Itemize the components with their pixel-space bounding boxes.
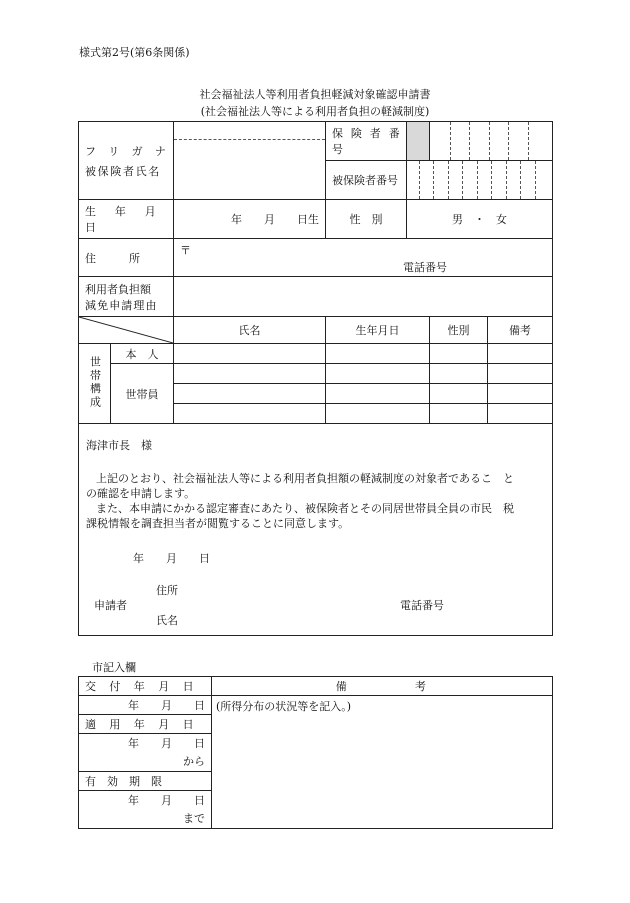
until-label: まで <box>183 811 205 825</box>
address-field[interactable] <box>174 239 553 277</box>
member1-sex-field[interactable] <box>430 364 488 384</box>
name-input-cell[interactable] <box>174 122 326 200</box>
declaration-para2-line2: 課税情報を調査担当者が閲覧することに同意します。 <box>86 517 350 530</box>
note-text: (所得分布の状況等を記入。) <box>216 700 352 713</box>
valid-date-value: 年 月 日 <box>128 793 205 807</box>
applicant-address-label: 住所 <box>156 584 178 597</box>
self-name-field[interactable] <box>174 344 326 364</box>
applicant-label: 申請者 <box>94 599 127 612</box>
note-header: 備 考 <box>212 677 553 696</box>
form-subtitle: (社会福祉法人等による利用者負担の軽減制度) <box>200 105 430 118</box>
member2-note-field[interactable] <box>488 384 553 404</box>
insured-name-field[interactable] <box>174 139 325 199</box>
form-title: 社会福祉法人等利用者負担軽減対象確認申請書 <box>199 88 431 101</box>
member1-note-field[interactable] <box>488 364 553 384</box>
applicant-name-label: 氏名 <box>156 614 178 627</box>
apply-date-value: 年 月 日 <box>128 736 205 750</box>
valid-period-label: 有 効 期 限 <box>79 772 212 791</box>
member3-note-field[interactable] <box>488 404 553 424</box>
office-table <box>78 676 553 829</box>
diagonal-line <box>79 317 173 343</box>
issue-date-field[interactable]: 年 月 日 <box>79 696 212 715</box>
insurer-number-label: 保 険 者 番 号 <box>326 122 407 161</box>
address-phone-label: 電話番号 <box>403 261 448 274</box>
application-date[interactable]: 年 月 日 <box>133 552 210 565</box>
valid-period-field[interactable] <box>79 791 212 829</box>
sex-choice[interactable]: 男 ・ 女 <box>407 200 553 239</box>
furigana-label: フ リ ガ ナ <box>85 144 171 158</box>
birth-date-field[interactable]: 年 月 日生 <box>174 200 326 239</box>
col-note-header: 備考 <box>488 317 553 344</box>
household-label: 世帯構成 <box>88 355 102 409</box>
from-label: から <box>183 754 205 768</box>
note-field[interactable] <box>212 696 553 829</box>
reason-label-cell <box>79 277 174 317</box>
member2-name-field[interactable] <box>174 384 326 404</box>
form-number: 様式第2号(第6条関係) <box>79 46 190 59</box>
apply-date-label: 適 用 年 月 日 <box>79 715 212 734</box>
declaration-cell <box>79 424 553 636</box>
reason-label-line1: 利用者負担額 <box>85 282 151 296</box>
postal-mark: 〒 <box>180 244 192 257</box>
main-table <box>78 121 553 636</box>
member3-name-field[interactable] <box>174 404 326 424</box>
birth-label: 生 年 月 日 <box>79 200 174 239</box>
member1-birth-field[interactable] <box>326 364 430 384</box>
col-name-header: 氏名 <box>174 317 326 344</box>
apply-date-field[interactable] <box>79 734 212 772</box>
insured-number-label: 被保険者番号 <box>326 161 407 200</box>
self-birth-field[interactable] <box>326 344 430 364</box>
member-label: 世帯員 <box>111 364 174 424</box>
self-label: 本 人 <box>111 344 174 364</box>
office-heading: 市記入欄 <box>92 661 136 674</box>
reason-label-line2: 減免申請理由 <box>85 298 158 312</box>
self-sex-field[interactable] <box>430 344 488 364</box>
sex-label: 性 別 <box>326 200 407 239</box>
col-birth-header: 生年月日 <box>326 317 430 344</box>
addressee: 海津市長 様 <box>86 439 152 452</box>
issue-date-label: 交 付 年 月 日 <box>79 677 212 696</box>
insurer-number-gray-cell[interactable] <box>407 122 430 161</box>
reason-field[interactable] <box>174 277 553 317</box>
member3-birth-field[interactable] <box>326 404 430 424</box>
applicant-phone-label: 電話番号 <box>400 599 444 612</box>
member2-sex-field[interactable] <box>430 384 488 404</box>
household-label-cell <box>79 344 111 424</box>
address-label: 住 所 <box>79 239 174 277</box>
member3-sex-field[interactable] <box>430 404 488 424</box>
insurer-number-field[interactable] <box>430 122 553 161</box>
declaration-para1-line1: 上記のとおり、社会福祉法人等による利用者負担額の軽減制度の対象者であるこ と <box>96 472 514 485</box>
furigana-field[interactable] <box>174 122 325 139</box>
self-note-field[interactable] <box>488 344 553 364</box>
insured-number-field[interactable] <box>407 161 553 200</box>
declaration-para1-line2: の確認を申請します。 <box>86 487 196 500</box>
member1-name-field[interactable] <box>174 364 326 384</box>
household-corner-cell <box>79 317 174 344</box>
declaration-para2-line1: また、本申請にかかる認定審査にあたり、被保険者とその同居世帯員全員の市民 税 <box>96 502 514 515</box>
col-sex-header: 性別 <box>430 317 488 344</box>
member2-birth-field[interactable] <box>326 384 430 404</box>
name-label-cell <box>79 122 174 200</box>
insured-name-label: 被保険者氏名 <box>85 164 161 178</box>
